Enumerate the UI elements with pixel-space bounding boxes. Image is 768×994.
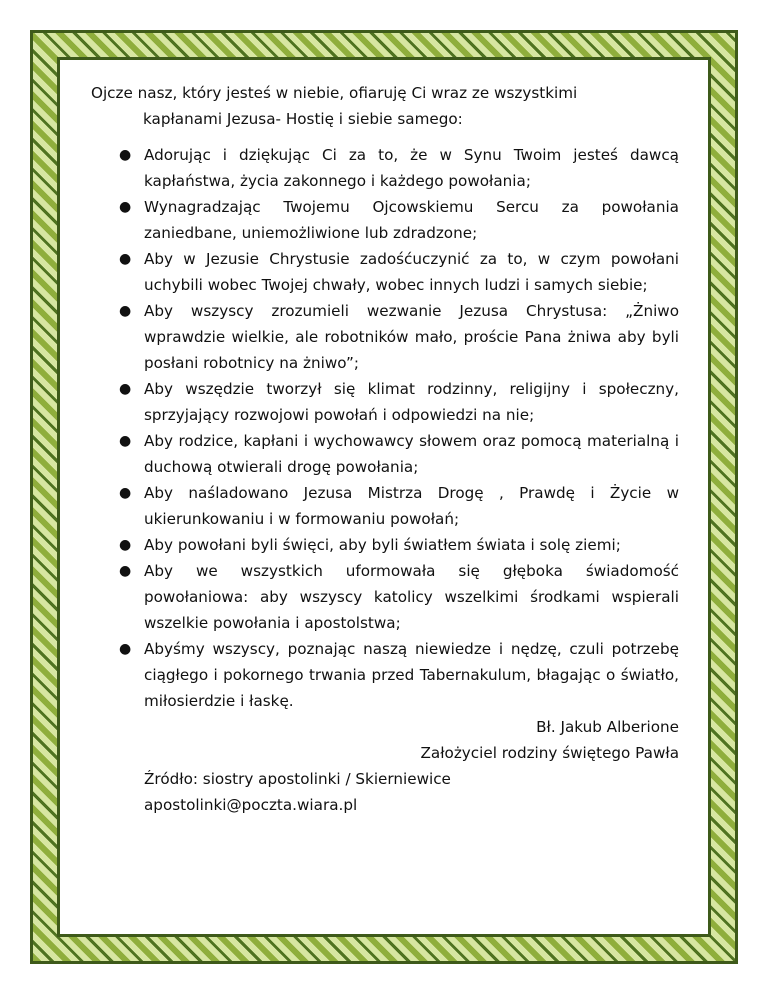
bullet-icon: ● — [119, 433, 132, 449]
list-item — [91, 480, 679, 532]
bullet-icon: ● — [119, 199, 132, 215]
list-item-text: Aby wszędzie tworzył się klimat rodzinny, religijny i społeczny, sprzyjający rozwojowi powołań i odpowiedzi na nie; — [144, 380, 679, 424]
list-item-text: Aby we wszystkich uformowała się głęboka świadomość powołaniowa: aby wszyscy katolicy wszelkimi środkami wspierali wszelkie powołania i apostolstwa; — [144, 562, 679, 632]
list-item-text: Aby powołani byli święci, aby byli światłem świata i solę ziemi; — [144, 536, 621, 554]
signature-role: Założyciel rodziny świętego Pawła — [420, 744, 679, 762]
list-item — [91, 532, 679, 558]
source-block — [91, 766, 679, 818]
list-item-text: Abyśmy wszyscy, poznając naszą niewiedze i nędzę, czuli potrzebę ciągłego i pokornego trwania przed Tabernakulum, błagając o światło, miłosierdzie i łaskę. — [144, 640, 679, 710]
prayer-text — [91, 80, 679, 818]
intro-line-2: kapłanami Jezusa- Hostię i siebie samego: — [143, 110, 463, 128]
list-item-text: Aby rodzice, kapłani i wychowawcy słowem oraz pomocą materialną i duchową otwierali drogę powołania; — [144, 432, 679, 476]
bullet-icon: ● — [119, 381, 132, 397]
list-item — [91, 194, 679, 246]
source-line: Źródło: siostry apostolinki / Skierniewice — [144, 770, 451, 788]
list-item — [91, 428, 679, 480]
list-item-text: Aby wszyscy zrozumieli wezwanie Jezusa Chrystusa: „Żniwo wprawdzie wielkie, ale robotników mało, proście Pana żniwa aby byli posłani robotnicy na żniwo”; — [144, 302, 679, 372]
list-item-text: Aby naśladowano Jezusa Mistrza Drogę , Prawdę i Życie w ukierunkowaniu i w formowaniu powołań; — [144, 484, 679, 528]
bullet-icon: ● — [119, 537, 132, 553]
list-item — [91, 558, 679, 636]
list-item-text: Wynagradzając Twojemu Ojcowskiemu Sercu za powołania zaniedbane, uniemożliwione lub zdradzone; — [144, 198, 679, 242]
bullet-icon: ● — [119, 563, 132, 579]
bullet-icon: ● — [119, 303, 132, 319]
intro-line-1: Ojcze nasz, który jesteś w niebie, ofiaruję Ci wraz ze wszystkimi — [91, 84, 578, 102]
list-item — [91, 298, 679, 376]
list-item — [91, 636, 679, 714]
list-item — [91, 376, 679, 428]
list-item-text: Aby w Jezusie Chrystusie zadośćuczynić za to, w czym powołani uchybili wobec Twojej chwały, wobec innych ludzi i samych siebie; — [144, 250, 679, 294]
bullet-icon: ● — [119, 147, 132, 163]
list-item — [91, 142, 679, 194]
source-email: apostolinki@poczta.wiara.pl — [144, 796, 358, 814]
bullet-icon: ● — [119, 641, 132, 657]
list-item-text: Adorując i dziękując Ci za to, że w Synu Twoim jesteś dawcą kapłaństwa, życia zakonnego i każdego powołania; — [144, 146, 679, 190]
bullet-icon: ● — [119, 485, 132, 501]
signature-author: Bł. Jakub Alberione — [536, 718, 679, 736]
prayer-list — [91, 142, 679, 714]
signature-block — [91, 714, 679, 766]
prayer-intro — [91, 80, 679, 132]
list-item — [91, 246, 679, 298]
bullet-icon: ● — [119, 251, 132, 267]
